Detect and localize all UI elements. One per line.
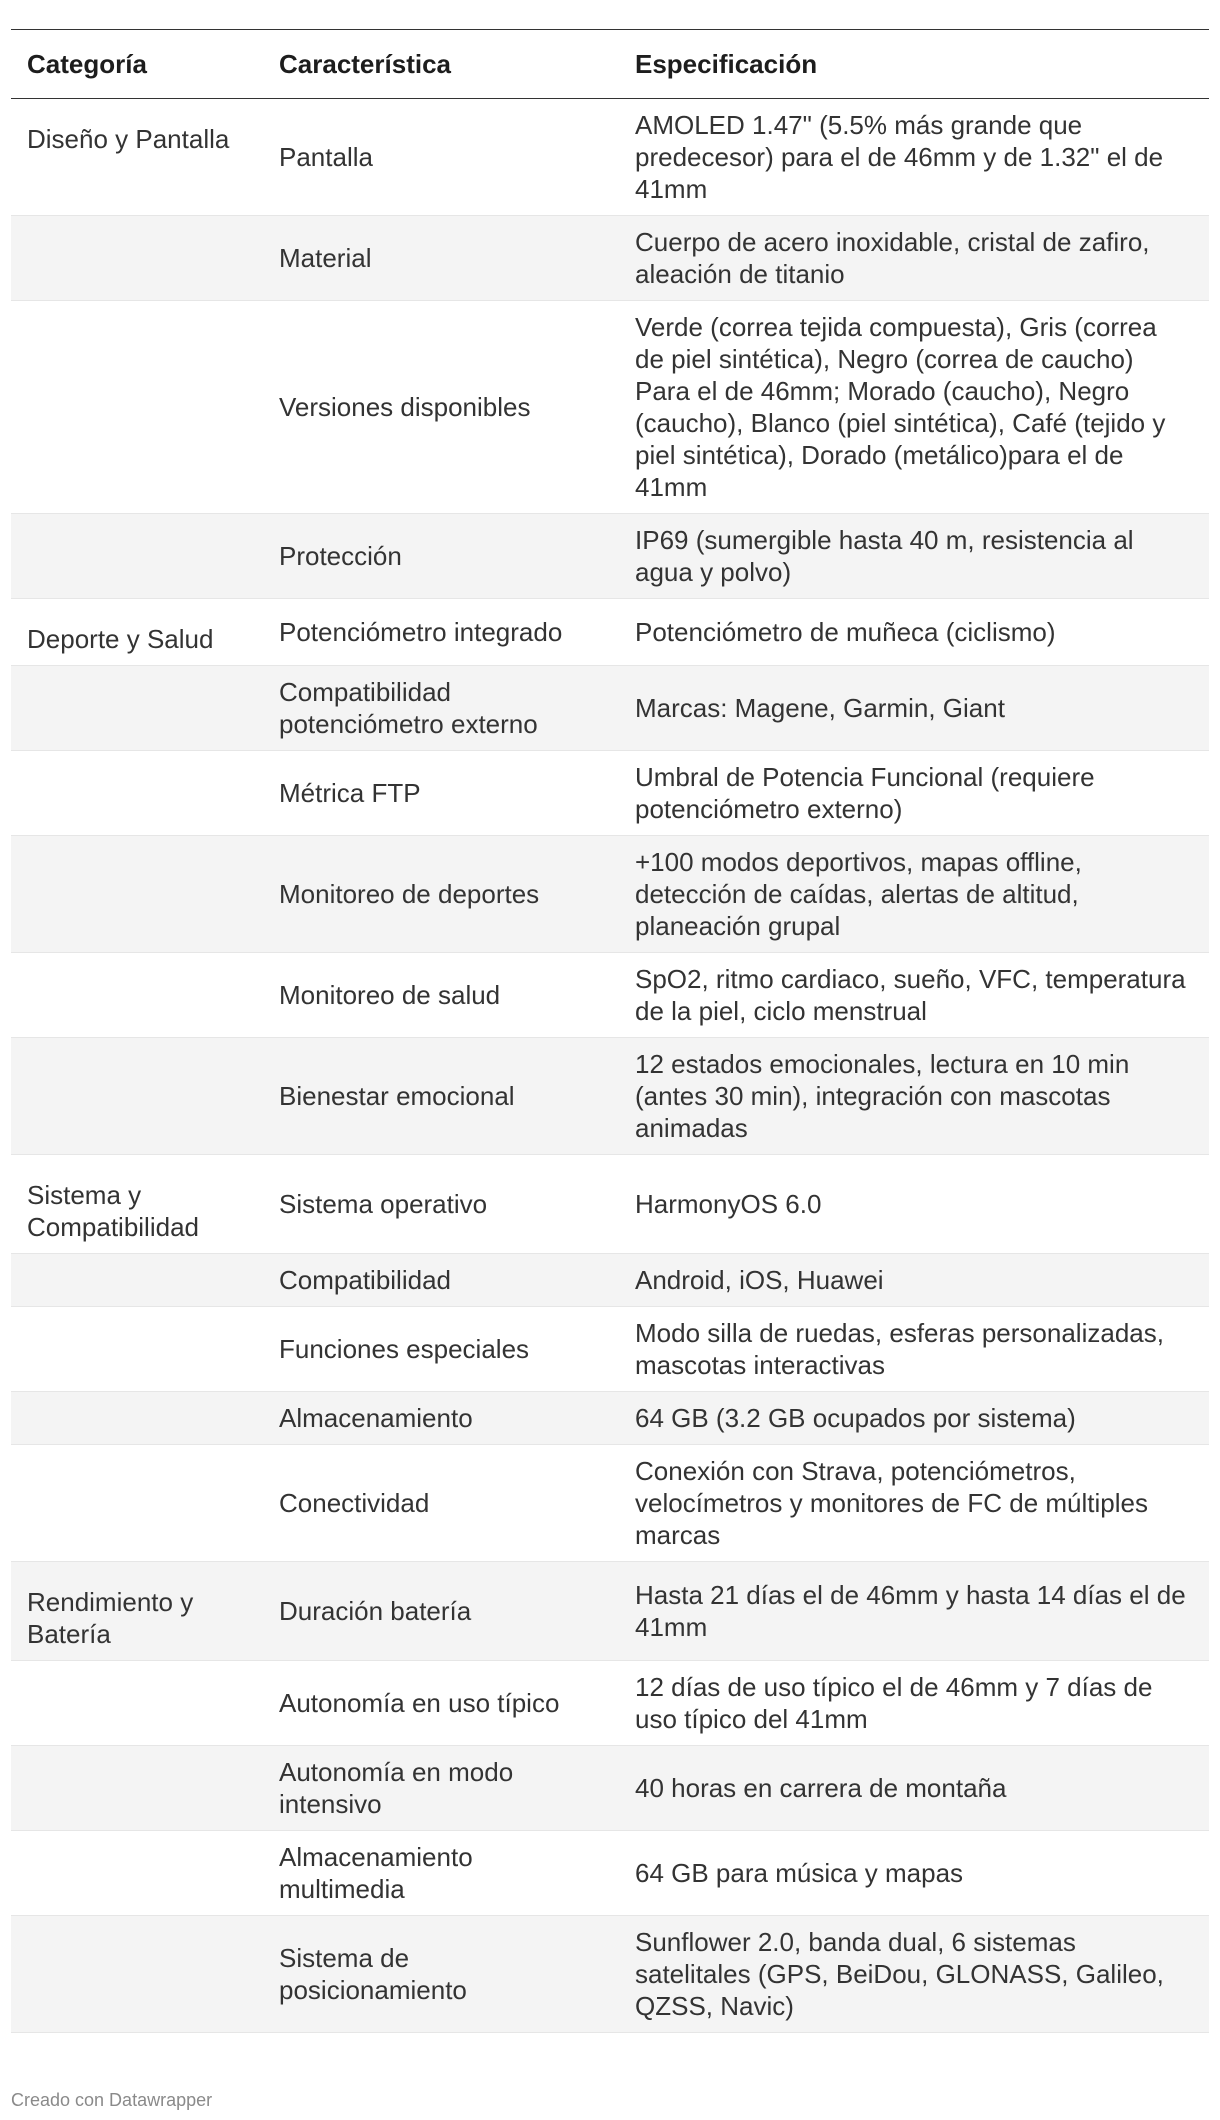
category-cell: Diseño y Pantalla [11, 99, 263, 216]
category-cell: Deporte y Salud [11, 599, 263, 666]
table-body [11, 99, 1209, 2033]
category-cell [11, 1831, 263, 1916]
table-row [11, 1307, 1209, 1392]
table-row [11, 1746, 1209, 1831]
spec-cell: Marcas: Magene, Garmin, Giant [619, 666, 1209, 751]
feature-cell: Métrica FTP [263, 751, 619, 836]
datawrapper-credit[interactable]: Creado con Datawrapper [11, 2090, 213, 2110]
spec-cell: HarmonyOS 6.0 [619, 1155, 1209, 1254]
table-row [11, 514, 1209, 599]
category-cell [11, 1392, 263, 1445]
feature-cell: Almacenamiento multimedia [263, 1831, 619, 1916]
spec-table-container [11, 29, 1209, 2033]
spec-cell: Android, iOS, Huawei [619, 1254, 1209, 1307]
spec-cell: AMOLED 1.47" (5.5% más grande que predecesor) para el de 46mm y de 1.32" el de 41mm [619, 99, 1209, 216]
spec-cell: Hasta 21 días el de 46mm y hasta 14 días el de 41mm [619, 1562, 1209, 1661]
feature-cell: Conectividad [263, 1445, 619, 1562]
table-row [11, 1916, 1209, 2033]
table-header [11, 30, 1209, 99]
category-cell [11, 836, 263, 953]
table-row [11, 1661, 1209, 1746]
category-cell [11, 666, 263, 751]
feature-cell: Autonomía en uso típico [263, 1661, 619, 1746]
category-cell [11, 301, 263, 514]
feature-cell: Material [263, 216, 619, 301]
table-row [11, 953, 1209, 1038]
category-cell [11, 1445, 263, 1562]
spec-cell: 12 días de uso típico el de 46mm y 7 días de uso típico del 41mm [619, 1661, 1209, 1746]
spec-cell: IP69 (sumergible hasta 40 m, resistencia al agua y polvo) [619, 514, 1209, 599]
feature-cell: Sistema operativo [263, 1155, 619, 1254]
feature-cell: Funciones especiales [263, 1307, 619, 1392]
header-row [11, 30, 1209, 99]
spec-cell: Potenciómetro de muñeca (ciclismo) [619, 599, 1209, 666]
category-cell [11, 1254, 263, 1307]
spec-cell: 64 GB (3.2 GB ocupados por sistema) [619, 1392, 1209, 1445]
table-row [11, 1831, 1209, 1916]
category-cell [11, 1038, 263, 1155]
table-row [11, 666, 1209, 751]
spec-cell: +100 modos deportivos, mapas offline, detección de caídas, alertas de altitud, planeación grupal [619, 836, 1209, 953]
feature-cell: Protección [263, 514, 619, 599]
spec-cell: Verde (correa tejida compuesta), Gris (correa de piel sintética), Negro (correa de caucho) Para el de 46mm; Morado (caucho), Negro (caucho), Blanco (piel sintética), Café (tejido y piel sintética), Dorado (metálico)para el de 41mm [619, 301, 1209, 514]
spec-cell: Cuerpo de acero inoxidable, cristal de zafiro, aleación de titanio [619, 216, 1209, 301]
table-row [11, 599, 1209, 666]
spec-cell: 64 GB para música y mapas [619, 1831, 1209, 1916]
feature-cell: Duración batería [263, 1562, 619, 1661]
table-row [11, 301, 1209, 514]
table-row [11, 1392, 1209, 1445]
feature-cell: Autonomía en modo intensivo [263, 1746, 619, 1831]
spec-cell: Sunflower 2.0, banda dual, 6 sistemas satelitales (GPS, BeiDou, GLONASS, Galileo, QZSS, Navic) [619, 1916, 1209, 2033]
spec-cell: Conexión con Strava, potenciómetros, velocímetros y monitores de FC de múltiples marcas [619, 1445, 1209, 1562]
spec-table [11, 29, 1209, 2033]
header-feature: Característica [263, 30, 619, 99]
category-cell: Rendimiento y Batería [11, 1562, 263, 1661]
feature-cell: Almacenamiento [263, 1392, 619, 1445]
feature-cell: Compatibilidad [263, 1254, 619, 1307]
header-category: Categoría [11, 30, 263, 99]
header-spec: Especificación [619, 30, 1209, 99]
table-row [11, 1038, 1209, 1155]
feature-cell: Sistema de posicionamiento [263, 1916, 619, 2033]
feature-cell: Potenciómetro integrado [263, 599, 619, 666]
table-row [11, 1254, 1209, 1307]
category-cell [11, 953, 263, 1038]
table-row [11, 216, 1209, 301]
spec-cell: Umbral de Potencia Funcional (requiere potenciómetro externo) [619, 751, 1209, 836]
table-row [11, 836, 1209, 953]
feature-cell: Pantalla [263, 99, 619, 216]
feature-cell: Compatibilidad potenciómetro externo [263, 666, 619, 751]
category-cell [11, 216, 263, 301]
feature-cell: Monitoreo de deportes [263, 836, 619, 953]
category-cell [11, 751, 263, 836]
table-row [11, 1445, 1209, 1562]
table-row [11, 99, 1209, 216]
category-cell [11, 1916, 263, 2033]
spec-cell: SpO2, ritmo cardiaco, sueño, VFC, temperatura de la piel, ciclo menstrual [619, 953, 1209, 1038]
spec-cell: 12 estados emocionales, lectura en 10 min (antes 30 min), integración con mascotas animadas [619, 1038, 1209, 1155]
category-cell [11, 514, 263, 599]
table-row [11, 751, 1209, 836]
feature-cell: Bienestar emocional [263, 1038, 619, 1155]
table-row [11, 1562, 1209, 1661]
table-row [11, 1155, 1209, 1254]
category-cell [11, 1307, 263, 1392]
category-cell: Sistema y Compatibilidad [11, 1155, 263, 1254]
feature-cell: Versiones disponibles [263, 301, 619, 514]
category-cell [11, 1746, 263, 1831]
feature-cell: Monitoreo de salud [263, 953, 619, 1038]
spec-cell: 40 horas en carrera de montaña [619, 1746, 1209, 1831]
category-cell [11, 1661, 263, 1746]
spec-cell: Modo silla de ruedas, esferas personalizadas, mascotas interactivas [619, 1307, 1209, 1392]
